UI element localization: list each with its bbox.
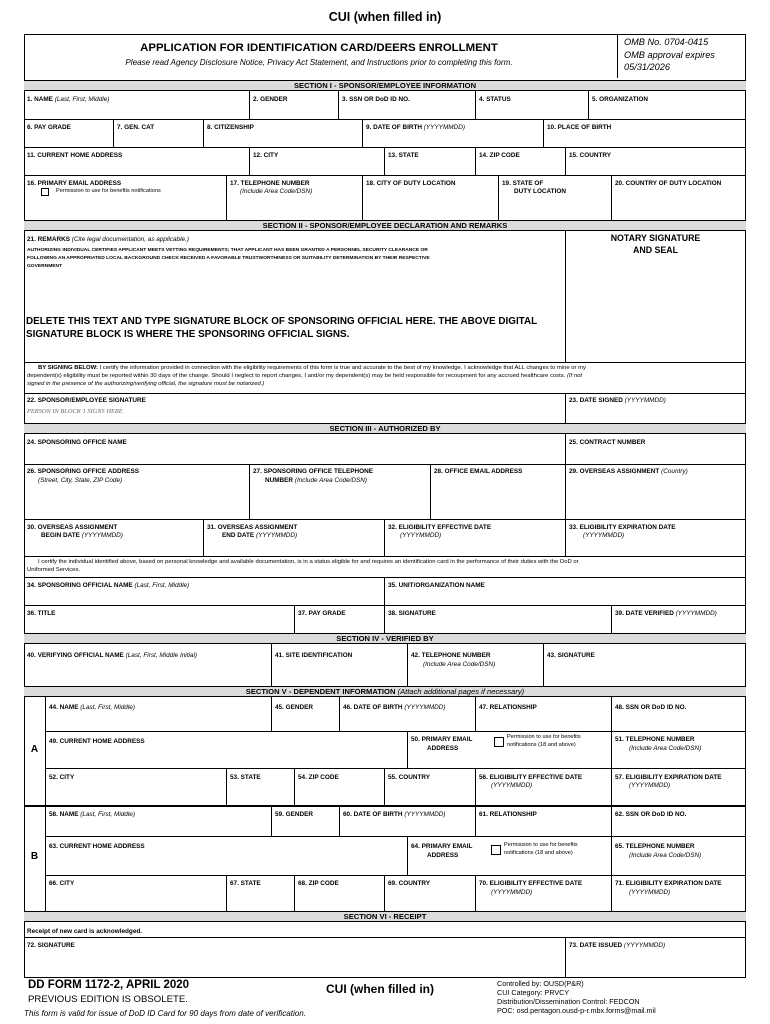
field-47-relationship[interactable]: 47. RELATIONSHIP	[479, 704, 537, 711]
remarks-line-3: GOVERNMENT	[27, 264, 63, 269]
permission-label-dependent-b-1: Permission to use for benefits	[504, 842, 578, 848]
obsolete-notice: PREVIOUS EDITION IS OBSOLETE.	[28, 994, 188, 1005]
controlled-by: Controlled by: OUSD(P&R)	[497, 979, 584, 988]
form-subtitle: Please read Agency Disclosure Notice, Privacy Act Statement, and Instructions prior to completing this form.	[125, 58, 513, 67]
field-71-eligibility-expiration-date[interactable]: 71. ELIGIBILITY EXPIRATION DATE	[615, 880, 722, 887]
field-30-note: BEGIN DATE (YYYYMMDD)	[41, 532, 123, 539]
omb-expiration-date: 05/31/2026	[624, 62, 670, 72]
field-33-eligibility-expiration-date[interactable]: 33. ELIGIBILITY EXPIRATION DATE	[569, 524, 676, 531]
field-73-date-issued[interactable]: 73. DATE ISSUED (YYYYMMDD)	[569, 942, 666, 949]
field-17-note: (Include Area Code/DSN)	[240, 188, 313, 195]
dependent-b-label: B	[30, 851, 39, 862]
field-62-ssn[interactable]: 62. SSN OR DoD ID NO.	[615, 811, 687, 818]
permission-label-dependent-b-2: notifications (18 and above)	[504, 850, 573, 856]
field-60-date-of-birth[interactable]: 60. DATE OF BIRTH (YYYYMMDD)	[343, 811, 446, 818]
field-67-state[interactable]: 67. STATE	[230, 880, 261, 887]
field-45-gender[interactable]: 45. GENDER	[275, 704, 314, 711]
field-2-gender[interactable]: 2. GENDER	[253, 96, 288, 103]
permission-checkbox-dependent-a[interactable]	[494, 737, 504, 747]
field-8-citizenship[interactable]: 8. CITIZENSHIP	[207, 124, 254, 131]
field-57-note: (YYYYMMDD)	[629, 782, 671, 789]
field-14-zip-code[interactable]: 14. ZIP CODE	[479, 152, 520, 159]
permission-checkbox-dependent-b[interactable]	[491, 845, 501, 855]
field-52-city[interactable]: 52. CITY	[49, 774, 75, 781]
field-39-date-verified[interactable]: 39. DATE VERIFIED (YYYYMMDD)	[615, 610, 717, 617]
section-1-title: SECTION I - SPONSOR/EMPLOYEE INFORMATION	[24, 80, 746, 91]
section-5-title: SECTION V - DEPENDENT INFORMATION (Attach additional pages if necessary)	[24, 686, 746, 697]
field-51-note: (Include Area Code/DSN)	[629, 745, 702, 752]
field-32-note: (YYYYMMDD)	[400, 532, 442, 539]
field-56-eligibility-effective-date[interactable]: 56. ELIGIBILITY EFFECTIVE DATE	[479, 774, 583, 781]
poc-email[interactable]: POC: osd.pentagon.ousd-p-r.mbx.forms@mail.mil	[497, 1006, 656, 1015]
sponsor-signature-placeholder: PERSON IN BLOCK 1 SIGNS HERE	[27, 408, 123, 415]
field-46-date-of-birth[interactable]: 46. DATE OF BIRTH (YYYYMMDD)	[343, 704, 446, 711]
field-57-eligibility-expiration-date[interactable]: 57. ELIGIBILITY EXPIRATION DATE	[615, 774, 722, 781]
certify-statement-1: I certify the individual identified above, based on personal knowledge and available documentation, is in a status eligible for and requires an identification card in the performance of their duties with the DoD or	[38, 559, 579, 565]
field-63-current-home-address[interactable]: 63. CURRENT HOME ADDRESS	[49, 843, 145, 850]
by-signing-statement-1: BY SIGNING BELOW: I certify the information provided in connection with the eligibility requirements of this form is true and accurate to the best of my knowledge. I acknowledge that ALL changes to mine or my	[38, 365, 586, 371]
field-42-note: (Include Area Code/DSN)	[423, 661, 496, 668]
field-65-note: (Include Area Code/DSN)	[629, 852, 702, 859]
remarks-line-1: AUTHORIZING INDIVIDUAL CERTIFIES APPLICANT MEETS VETTING REQUIREMENTS; THAT APPLICANT HAS BEEN GRANTED A PERSONNEL SECURITY CLEARANCE OR	[27, 248, 428, 253]
field-34-sponsoring-official-name[interactable]: 34. SPONSORING OFFICIAL NAME (Last, First, Middle)	[27, 582, 190, 589]
permission-checkbox-sponsor[interactable]	[41, 188, 49, 196]
field-11-current-home-address[interactable]: 11. CURRENT HOME ADDRESS	[27, 152, 123, 159]
field-7-gen-cat[interactable]: 7. GEN. CAT	[117, 124, 155, 131]
field-69-country[interactable]: 69. COUNTRY	[388, 880, 431, 887]
permission-label-dependent-a-2: notifications (18 and above)	[507, 742, 576, 748]
field-64-address-label: ADDRESS	[427, 852, 459, 859]
field-13-state[interactable]: 13. STATE	[388, 152, 419, 159]
field-58-dependent-name[interactable]: 58. NAME (Last, First, Middle)	[49, 811, 135, 818]
field-31-note: END DATE (YYYYMMDD)	[222, 532, 298, 539]
omb-number: OMB No. 0704-0415	[624, 37, 709, 47]
notary-seal-label: AND SEAL	[633, 245, 678, 255]
field-35-unit-organization-name[interactable]: 35. UNIT/ORGANIZATION NAME	[388, 582, 485, 589]
field-1-name[interactable]: 1. NAME (Last, First, Middle)	[27, 96, 110, 103]
signature-block-instruction-2: SIGNATURE BLOCK IS WHERE THE SPONSORING OFFICIAL SIGNS.	[26, 329, 350, 340]
field-24-sponsoring-office-name[interactable]: 24. SPONSORING OFFICE NAME	[27, 439, 127, 446]
field-68-zip-code[interactable]: 68. ZIP CODE	[298, 880, 339, 887]
field-23-date-signed[interactable]: 23. DATE SIGNED (YYYYMMDD)	[569, 397, 666, 404]
field-51-telephone[interactable]: 51. TELEPHONE NUMBER	[615, 736, 695, 743]
field-56-note: (YYYYMMDD)	[491, 782, 533, 789]
field-26-sponsoring-office-address[interactable]: 26. SPONSORING OFFICE ADDRESS	[27, 468, 139, 475]
field-64-primary-email[interactable]: 64. PRIMARY EMAIL	[411, 843, 473, 850]
field-70-note: (YYYYMMDD)	[491, 889, 533, 896]
field-19-state-of-duty[interactable]: 19. STATE OF DUTY LOCATION	[502, 180, 566, 195]
field-22-sponsor-signature[interactable]: 22. SPONSOR/EMPLOYEE SIGNATURE	[27, 397, 146, 404]
field-37-pay-grade[interactable]: 37. PAY GRADE	[298, 610, 346, 617]
field-27-office-telephone[interactable]: 27. SPONSORING OFFICE TELEPHONE	[253, 468, 374, 475]
by-signing-statement-2: dependent(s) eligibility must be reported within 30 days of the change. Should I neglect to report changes, I and/or my dependent(s) may be held responsible for recoupment for any accrued healthcare costs. (If not	[27, 373, 583, 379]
field-55-country[interactable]: 55. COUNTRY	[388, 774, 431, 781]
field-18-city-of-duty[interactable]: 18. CITY OF DUTY LOCATION	[366, 180, 456, 187]
dependent-a-label: A	[30, 744, 39, 755]
field-28-office-email[interactable]: 28. OFFICE EMAIL ADDRESS	[434, 468, 523, 475]
field-31-overseas-end-date[interactable]: 31. OVERSEAS ASSIGNMENT	[207, 524, 298, 531]
field-49-current-home-address[interactable]: 49. CURRENT HOME ADDRESS	[49, 738, 145, 745]
field-53-state[interactable]: 53. STATE	[230, 774, 261, 781]
permission-label-sponsor: Permission to use for benefits notifications	[56, 188, 161, 194]
field-17-telephone[interactable]: 17. TELEPHONE NUMBER	[230, 180, 310, 187]
signature-block-instruction-1: DELETE THIS TEXT AND TYPE SIGNATURE BLOCK OF SPONSORING OFFICIAL HERE. THE ABOVE DIGITAL	[26, 316, 538, 327]
field-30-overseas-begin-date[interactable]: 30. OVERSEAS ASSIGNMENT	[27, 524, 118, 531]
cui-category: CUI Category: PRVCY	[497, 988, 570, 997]
field-6-pay-grade[interactable]: 6. PAY GRADE	[27, 124, 71, 131]
field-26-note: (Street, City, State, ZIP Code)	[38, 477, 123, 484]
field-41-site-identification[interactable]: 41. SITE IDENTIFICATION	[275, 652, 353, 659]
form-number: DD FORM 1172-2, APRIL 2020	[28, 979, 190, 991]
field-27-note: NUMBER (Include Area Code/DSN)	[265, 477, 368, 484]
field-12-city[interactable]: 12. CITY	[253, 152, 279, 159]
section-6-title: SECTION VI - RECEIPT	[24, 911, 746, 922]
notary-signature-label: NOTARY SIGNATURE	[610, 233, 701, 243]
permission-label-dependent-a-1: Permission to use for benefits	[507, 734, 581, 740]
field-4-status[interactable]: 4. STATUS	[479, 96, 511, 103]
field-59-gender[interactable]: 59. GENDER	[275, 811, 314, 818]
field-16-primary-email[interactable]: 16. PRIMARY EMAIL ADDRESS	[27, 180, 122, 187]
field-9-date-of-birth[interactable]: 9. DATE OF BIRTH (YYYYMMDD)	[366, 124, 465, 131]
omb-expires-label: OMB approval expires	[624, 50, 715, 60]
field-40-verifying-official-name[interactable]: 40. VERIFYING OFFICIAL NAME (Last, First, Middle Initial)	[27, 652, 197, 659]
cui-bottom-banner: CUI (when filled in)	[326, 982, 434, 996]
field-72-signature[interactable]: 72. SIGNATURE	[27, 942, 75, 949]
certify-statement-2: Uniformed Services.	[27, 567, 81, 573]
field-50-primary-email[interactable]: 50. PRIMARY EMAIL	[411, 736, 473, 743]
field-61-relationship[interactable]: 61. RELATIONSHIP	[479, 811, 537, 818]
field-54-zip-code[interactable]: 54. ZIP CODE	[298, 774, 339, 781]
field-32-eligibility-effective-date[interactable]: 32. ELIGIBILITY EFFECTIVE DATE	[388, 524, 492, 531]
field-25-contract-number[interactable]: 25. CONTRACT NUMBER	[569, 439, 646, 446]
distribution-control: Distribution/Dissemination Control: FEDCON	[497, 997, 640, 1006]
cui-top-banner: CUI (when filled in)	[328, 10, 442, 24]
field-71-note: (YYYYMMDD)	[629, 889, 671, 896]
field-66-city[interactable]: 66. CITY	[49, 880, 75, 887]
field-48-ssn[interactable]: 48. SSN OR DoD ID NO.	[615, 704, 687, 711]
section-2-title: SECTION II - SPONSOR/EMPLOYEE DECLARATION AND REMARKS	[24, 220, 746, 231]
field-15-country[interactable]: 15. COUNTRY	[569, 152, 612, 159]
field-10-place-of-birth[interactable]: 10. PLACE OF BIRTH	[547, 124, 612, 131]
field-5-organization[interactable]: 5. ORGANIZATION	[592, 96, 648, 103]
receipt-acknowledgement: Receipt of new card is acknowledged.	[27, 928, 143, 935]
field-42-telephone[interactable]: 42. TELEPHONE NUMBER	[411, 652, 491, 659]
field-38-signature[interactable]: 38. SIGNATURE	[388, 610, 436, 617]
section-4-title: SECTION IV - VERIFIED BY	[24, 633, 746, 644]
remarks-line-2: FOLLOWING AN APPROPRIATED LOCAL BACKGROUND CHECK RECEIVED A FAVORABLE TRUSTWORTHINESS OR SUITABILITY DETERMINATION BY THEIR RESPECTIVE	[27, 256, 430, 261]
field-44-dependent-name[interactable]: 44. NAME (Last, First, Middle)	[49, 704, 135, 711]
field-70-eligibility-effective-date[interactable]: 70. ELIGIBILITY EFFECTIVE DATE	[479, 880, 583, 887]
form-title: APPLICATION FOR IDENTIFICATION CARD/DEERS ENROLLMENT	[140, 42, 498, 54]
field-20-country-of-duty[interactable]: 20. COUNTRY OF DUTY LOCATION	[615, 180, 722, 187]
field-3-ssn[interactable]: 3. SSN OR DoD ID NO.	[342, 96, 410, 103]
field-50-address-label: ADDRESS	[427, 745, 459, 752]
field-43-signature[interactable]: 43. SIGNATURE	[547, 652, 595, 659]
field-29-overseas-assignment[interactable]: 29. OVERSEAS ASSIGNMENT (Country)	[569, 468, 688, 475]
validity-notice: This form is valid for issue of DoD ID Card for 90 days from date of verification.	[24, 1009, 307, 1018]
field-65-telephone[interactable]: 65. TELEPHONE NUMBER	[615, 843, 695, 850]
field-21-remarks[interactable]: 21. REMARKS (Cite legal documentation, as applicable.)	[27, 236, 189, 243]
section-3-title: SECTION III - AUTHORIZED BY	[24, 423, 746, 434]
field-36-title[interactable]: 36. TITLE	[27, 610, 56, 617]
by-signing-statement-3: signed in the presence of the authorizing/verifying official, the signature must be notarized.)	[27, 381, 265, 387]
field-33-note: (YYYYMMDD)	[583, 532, 625, 539]
